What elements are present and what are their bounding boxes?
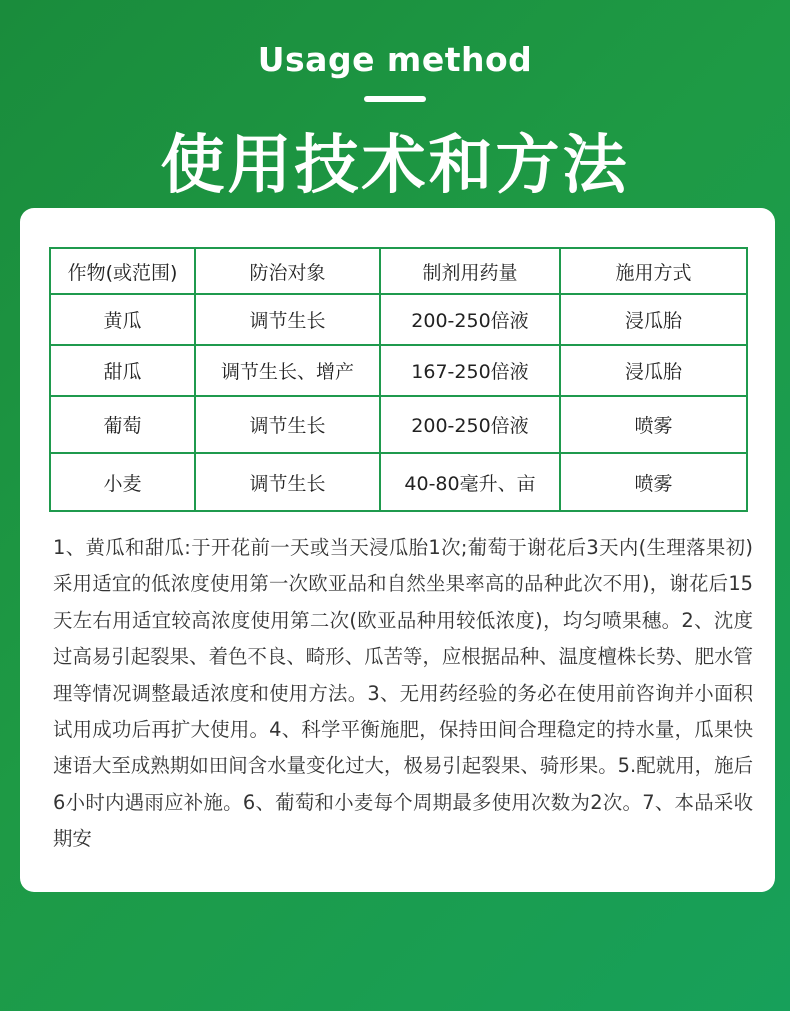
usage-notes-paragraph: 1、黄瓜和甜瓜:于开花前一天或当天浸瓜胎1次;葡萄于谢花后3天内(生理落果初)采用适宜的低浓度使用第一次欧亚品和自然坐果率高的品种此次不用)，谢花后15天左右用适宜较高浓度使用第二次(欧亚品种用较低浓度)，均匀喷果穗。2、沈度过高易引起裂果、着色不良、畸形、瓜苦等，应根据品种、温度檀株长势、肥水管理等情况调整最适浓度和使用方法。3、无用药经验的务必在使用前咨询并小面积试用成功后再扩大使用。4、科学平衡施肥，保持田间合理稳定的持水量，瓜果快速语大至成熟期如田间含水量变化过大，极易引起裂果、骑形果。5.配就用，施后6小时内遇雨应补施。6、葡萄和小麦每个周期最多使用次数为2次。7、本品采收期安 xyxy=(53,536,753,851)
cell-crop: 甜瓜 xyxy=(50,345,195,396)
header-target: 防治对象 xyxy=(195,248,380,294)
usage-table xyxy=(49,247,748,512)
cell-dosage: 40-80毫升、亩 xyxy=(380,453,560,511)
page-title: 使用技术和方法 xyxy=(160,129,630,203)
header-method: 施用方式 xyxy=(560,248,747,294)
cell-crop: 小麦 xyxy=(50,453,195,511)
content-card xyxy=(20,208,775,892)
cell-method: 喷雾 xyxy=(560,396,747,453)
cell-dosage: 200-250倍液 xyxy=(380,294,560,345)
cell-method: 喷雾 xyxy=(560,453,747,511)
cell-method: 浸瓜胎 xyxy=(560,294,747,345)
subtitle-english: Usage method xyxy=(257,40,533,79)
cell-crop: 黄瓜 xyxy=(50,294,195,345)
table-header-row xyxy=(50,248,747,294)
cell-dosage: 167-250倍液 xyxy=(380,345,560,396)
header-crop: 作物(或范围) xyxy=(50,248,195,294)
table-row xyxy=(50,396,747,453)
cell-crop: 葡萄 xyxy=(50,396,195,453)
title-accent-bar xyxy=(364,96,426,102)
cell-target: 调节生长 xyxy=(195,396,380,453)
cell-target: 调节生长 xyxy=(195,453,380,511)
cell-target: 调节生长、增产 xyxy=(195,345,380,396)
cell-method: 浸瓜胎 xyxy=(560,345,747,396)
header-dosage: 制剂用药量 xyxy=(380,248,560,294)
table-row xyxy=(50,345,747,396)
table-row xyxy=(50,453,747,511)
cell-dosage: 200-250倍液 xyxy=(380,396,560,453)
table-row xyxy=(50,294,747,345)
cell-target: 调节生长 xyxy=(195,294,380,345)
